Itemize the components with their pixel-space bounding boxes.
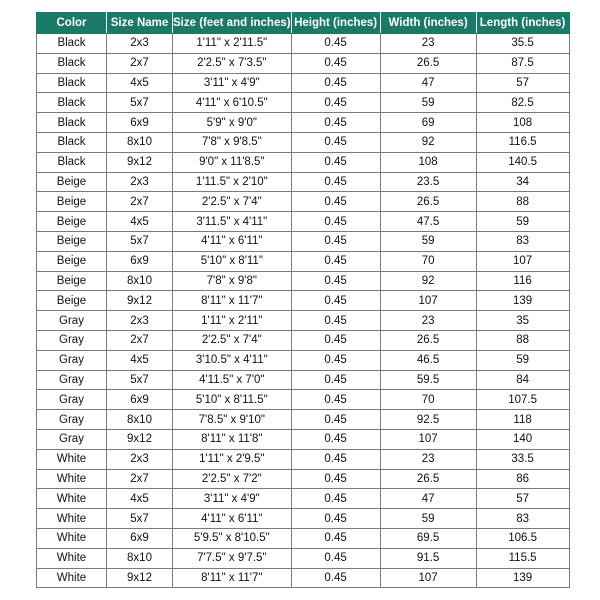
cell-height: 0.45 <box>291 73 380 93</box>
cell-length: 88 <box>476 330 569 350</box>
cell-size-name: 5x7 <box>107 370 173 390</box>
cell-length: 139 <box>476 291 569 311</box>
cell-width: 26.5 <box>380 53 476 73</box>
cell-height: 0.45 <box>291 330 380 350</box>
cell-height: 0.45 <box>291 53 380 73</box>
table-row <box>37 53 570 73</box>
cell-size-feet-inches: 1'11" x 2'9.5" <box>173 449 292 469</box>
cell-width: 92.5 <box>380 410 476 430</box>
table-row <box>37 212 570 232</box>
cell-color: Black <box>37 73 107 93</box>
table-row <box>37 390 570 410</box>
cell-length: 108 <box>476 113 569 133</box>
table-row <box>37 73 570 93</box>
cell-size-name: 8x10 <box>107 548 173 568</box>
cell-length: 140.5 <box>476 152 569 172</box>
cell-length: 82.5 <box>476 93 569 113</box>
cell-height: 0.45 <box>291 93 380 113</box>
cell-height: 0.45 <box>291 469 380 489</box>
cell-color: Black <box>37 132 107 152</box>
table-row <box>37 291 570 311</box>
cell-color: Beige <box>37 192 107 212</box>
cell-height: 0.45 <box>291 548 380 568</box>
cell-size-name: 6x9 <box>107 251 173 271</box>
table-row <box>37 192 570 212</box>
cell-size-feet-inches: 3'11" x 4'9" <box>173 489 292 509</box>
cell-length: 107 <box>476 251 569 271</box>
cell-width: 92 <box>380 271 476 291</box>
cell-length: 86 <box>476 469 569 489</box>
cell-color: Gray <box>37 429 107 449</box>
cell-width: 26.5 <box>380 192 476 212</box>
cell-color: White <box>37 469 107 489</box>
table-row <box>37 449 570 469</box>
cell-color: White <box>37 548 107 568</box>
cell-size-name: 2x3 <box>107 34 173 54</box>
cell-size-feet-inches: 3'11" x 4'9" <box>173 73 292 93</box>
cell-size-feet-inches: 4'11" x 6'11" <box>173 509 292 529</box>
cell-length: 35 <box>476 311 569 331</box>
cell-size-name: 2x3 <box>107 449 173 469</box>
table-row <box>37 172 570 192</box>
cell-size-feet-inches: 7'8.5" x 9'10" <box>173 410 292 430</box>
cell-size-name: 9x12 <box>107 152 173 172</box>
cell-color: White <box>37 568 107 588</box>
cell-size-name: 2x3 <box>107 172 173 192</box>
cell-height: 0.45 <box>291 410 380 430</box>
cell-width: 23 <box>380 449 476 469</box>
table-header <box>37 13 570 34</box>
cell-height: 0.45 <box>291 132 380 152</box>
cell-width: 46.5 <box>380 350 476 370</box>
cell-color: Beige <box>37 291 107 311</box>
cell-height: 0.45 <box>291 568 380 588</box>
cell-size-name: 5x7 <box>107 231 173 251</box>
cell-size-name: 4x5 <box>107 489 173 509</box>
table-row <box>37 350 570 370</box>
cell-color: Black <box>37 53 107 73</box>
cell-color: White <box>37 528 107 548</box>
cell-width: 47 <box>380 489 476 509</box>
cell-width: 23 <box>380 311 476 331</box>
cell-length: 140 <box>476 429 569 449</box>
table-row <box>37 528 570 548</box>
cell-color: Gray <box>37 410 107 430</box>
table-row <box>37 251 570 271</box>
table-row <box>37 271 570 291</box>
table-row <box>37 93 570 113</box>
cell-length: 57 <box>476 489 569 509</box>
table-body <box>37 34 570 588</box>
cell-height: 0.45 <box>291 350 380 370</box>
cell-width: 59 <box>380 93 476 113</box>
cell-width: 23 <box>380 34 476 54</box>
cell-size-feet-inches: 7'7.5" x 9'7.5" <box>173 548 292 568</box>
cell-color: Black <box>37 34 107 54</box>
cell-color: Black <box>37 152 107 172</box>
cell-height: 0.45 <box>291 34 380 54</box>
table-row <box>37 370 570 390</box>
cell-color: Gray <box>37 311 107 331</box>
cell-color: Beige <box>37 212 107 232</box>
size-table <box>36 12 570 588</box>
table-row <box>37 152 570 172</box>
cell-length: 35.5 <box>476 34 569 54</box>
cell-color: Black <box>37 93 107 113</box>
cell-width: 92 <box>380 132 476 152</box>
cell-height: 0.45 <box>291 390 380 410</box>
cell-length: 116.5 <box>476 132 569 152</box>
cell-size-name: 5x7 <box>107 93 173 113</box>
cell-width: 107 <box>380 291 476 311</box>
cell-size-feet-inches: 8'11" x 11'8" <box>173 429 292 449</box>
cell-size-feet-inches: 2'2.5" x 7'2" <box>173 469 292 489</box>
header-size-name: Size Name <box>107 13 173 34</box>
cell-height: 0.45 <box>291 311 380 331</box>
header-size-feet-inches: Size (feet and inches) <box>173 13 292 34</box>
cell-size-name: 6x9 <box>107 528 173 548</box>
table-row <box>37 548 570 568</box>
table-row <box>37 132 570 152</box>
cell-length: 59 <box>476 212 569 232</box>
cell-size-feet-inches: 4'11" x 6'11" <box>173 231 292 251</box>
cell-size-feet-inches: 5'10" x 8'11" <box>173 251 292 271</box>
cell-length: 34 <box>476 172 569 192</box>
header-width: Width (inches) <box>380 13 476 34</box>
cell-width: 23.5 <box>380 172 476 192</box>
cell-size-name: 2x7 <box>107 53 173 73</box>
cell-height: 0.45 <box>291 152 380 172</box>
cell-height: 0.45 <box>291 291 380 311</box>
table-row <box>37 113 570 133</box>
table-row <box>37 429 570 449</box>
cell-width: 59 <box>380 509 476 529</box>
cell-length: 57 <box>476 73 569 93</box>
cell-size-feet-inches: 2'2.5" x 7'4" <box>173 330 292 350</box>
table-row <box>37 34 570 54</box>
cell-size-name: 2x7 <box>107 192 173 212</box>
cell-size-name: 8x10 <box>107 271 173 291</box>
cell-length: 116 <box>476 271 569 291</box>
size-chart <box>36 12 570 588</box>
cell-width: 70 <box>380 251 476 271</box>
cell-width: 91.5 <box>380 548 476 568</box>
cell-size-feet-inches: 8'11" x 11'7" <box>173 291 292 311</box>
cell-height: 0.45 <box>291 489 380 509</box>
cell-color: White <box>37 489 107 509</box>
cell-length: 33.5 <box>476 449 569 469</box>
cell-height: 0.45 <box>291 528 380 548</box>
cell-size-feet-inches: 3'10.5" x 4'11" <box>173 350 292 370</box>
cell-size-feet-inches: 4'11" x 6'10.5" <box>173 93 292 113</box>
table-row <box>37 231 570 251</box>
cell-size-feet-inches: 1'11" x 2'11.5" <box>173 34 292 54</box>
cell-size-name: 2x3 <box>107 311 173 331</box>
cell-size-feet-inches: 2'2.5" x 7'4" <box>173 192 292 212</box>
cell-color: Gray <box>37 330 107 350</box>
cell-width: 107 <box>380 568 476 588</box>
cell-length: 83 <box>476 509 569 529</box>
table-row <box>37 489 570 509</box>
cell-height: 0.45 <box>291 113 380 133</box>
cell-height: 0.45 <box>291 172 380 192</box>
cell-size-name: 8x10 <box>107 132 173 152</box>
cell-size-feet-inches: 5'9" x 9'0" <box>173 113 292 133</box>
cell-height: 0.45 <box>291 212 380 232</box>
table-row <box>37 509 570 529</box>
cell-size-name: 9x12 <box>107 291 173 311</box>
cell-length: 87.5 <box>476 53 569 73</box>
cell-size-name: 4x5 <box>107 350 173 370</box>
cell-height: 0.45 <box>291 192 380 212</box>
cell-size-name: 8x10 <box>107 410 173 430</box>
cell-height: 0.45 <box>291 271 380 291</box>
cell-width: 69.5 <box>380 528 476 548</box>
cell-length: 106.5 <box>476 528 569 548</box>
cell-size-name: 2x7 <box>107 330 173 350</box>
cell-width: 59 <box>380 231 476 251</box>
cell-width: 47 <box>380 73 476 93</box>
header-color: Color <box>37 13 107 34</box>
cell-color: Beige <box>37 271 107 291</box>
cell-size-feet-inches: 4'11.5" x 7'0" <box>173 370 292 390</box>
cell-size-name: 4x5 <box>107 73 173 93</box>
cell-height: 0.45 <box>291 449 380 469</box>
cell-height: 0.45 <box>291 429 380 449</box>
cell-length: 115.5 <box>476 548 569 568</box>
cell-color: Beige <box>37 251 107 271</box>
cell-color: Beige <box>37 172 107 192</box>
cell-size-name: 4x5 <box>107 212 173 232</box>
cell-color: Gray <box>37 390 107 410</box>
cell-length: 118 <box>476 410 569 430</box>
cell-size-name: 6x9 <box>107 113 173 133</box>
cell-size-feet-inches: 5'10" x 8'11.5" <box>173 390 292 410</box>
cell-width: 26.5 <box>380 330 476 350</box>
cell-width: 108 <box>380 152 476 172</box>
cell-size-name: 5x7 <box>107 509 173 529</box>
table-row <box>37 410 570 430</box>
cell-size-feet-inches: 8'11" x 11'7" <box>173 568 292 588</box>
cell-color: Gray <box>37 370 107 390</box>
cell-width: 107 <box>380 429 476 449</box>
cell-size-feet-inches: 7'8" x 9'8.5" <box>173 132 292 152</box>
cell-length: 88 <box>476 192 569 212</box>
cell-size-feet-inches: 2'2.5" x 7'3.5" <box>173 53 292 73</box>
cell-size-feet-inches: 1'11.5" x 2'10" <box>173 172 292 192</box>
table-row <box>37 469 570 489</box>
table-row <box>37 568 570 588</box>
cell-size-name: 9x12 <box>107 568 173 588</box>
table-row <box>37 330 570 350</box>
cell-color: White <box>37 509 107 529</box>
cell-color: Black <box>37 113 107 133</box>
header-row <box>37 13 570 34</box>
cell-size-feet-inches: 5'9.5" x 8'10.5" <box>173 528 292 548</box>
cell-width: 70 <box>380 390 476 410</box>
cell-size-name: 9x12 <box>107 429 173 449</box>
cell-length: 84 <box>476 370 569 390</box>
cell-size-name: 2x7 <box>107 469 173 489</box>
cell-size-feet-inches: 9'0" x 11'8.5" <box>173 152 292 172</box>
cell-size-name: 6x9 <box>107 390 173 410</box>
cell-width: 26.5 <box>380 469 476 489</box>
cell-length: 139 <box>476 568 569 588</box>
table-row <box>37 311 570 331</box>
cell-color: Gray <box>37 350 107 370</box>
cell-width: 59.5 <box>380 370 476 390</box>
cell-length: 107.5 <box>476 390 569 410</box>
cell-size-feet-inches: 3'11.5" x 4'11" <box>173 212 292 232</box>
header-height: Height (inches) <box>291 13 380 34</box>
cell-length: 59 <box>476 350 569 370</box>
cell-size-feet-inches: 1'11" x 2'11" <box>173 311 292 331</box>
cell-width: 69 <box>380 113 476 133</box>
cell-height: 0.45 <box>291 370 380 390</box>
cell-length: 83 <box>476 231 569 251</box>
cell-height: 0.45 <box>291 509 380 529</box>
cell-color: Beige <box>37 231 107 251</box>
cell-color: White <box>37 449 107 469</box>
cell-width: 47.5 <box>380 212 476 232</box>
cell-size-feet-inches: 7'8" x 9'8" <box>173 271 292 291</box>
header-length: Length (inches) <box>476 13 569 34</box>
cell-height: 0.45 <box>291 251 380 271</box>
cell-height: 0.45 <box>291 231 380 251</box>
